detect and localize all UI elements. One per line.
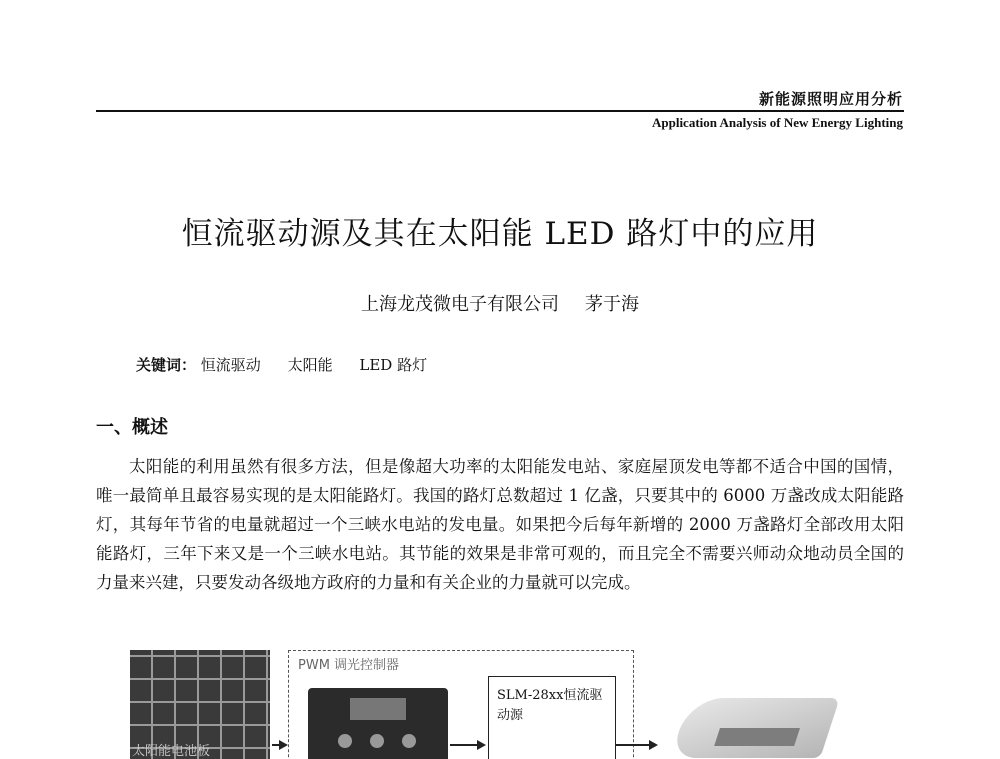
controller-display bbox=[350, 698, 406, 720]
lamp-lens bbox=[714, 728, 800, 746]
header-rule bbox=[96, 110, 904, 112]
keyword: 太阳能 bbox=[287, 356, 333, 374]
panel-caption: 太阳能电池板 bbox=[132, 744, 211, 759]
article-title: 恒流驱动源及其在太阳能 LED 路灯中的应用 bbox=[181, 216, 819, 252]
author: 茅于海 bbox=[585, 294, 639, 315]
system-figure bbox=[0, 640, 1000, 759]
running-header-cn: 新能源照明应用分析 bbox=[758, 90, 903, 108]
byline bbox=[0, 290, 1000, 316]
affiliation: 上海龙茂微电子有限公司 bbox=[361, 294, 559, 315]
driver-label: SLM-28xx恒流驱动源 bbox=[497, 688, 603, 723]
arrow-connector bbox=[616, 744, 656, 746]
body-paragraph: 太阳能的利用虽然有很多方法，但是像超大功率的太阳能发电站、家庭屋顶发电等都不适合中国的国情，唯一最简单且最容易实现的是太阳能路灯。我国的路灯总数超过 1 亿盏，只要其中的 6000 万盏改成太阳能路灯，其每年节省的电量就超过一个三峡水电站的发电量。如果把今后每年新增的 2000 万盏路灯全部改用太阳能路灯，三年下来又是一个三峡水电站。其节能的效果是非常可观的，而且完全不需要兴师动众地动员全国的力量来兴建，只要发动各级地方政府的力量和有关企业的力量就可以完成。 bbox=[96, 457, 904, 592]
section-heading: 一、概述 bbox=[96, 417, 168, 438]
controller-knob bbox=[338, 734, 352, 748]
running-header-en: Application Analysis of New Energy Lighting bbox=[651, 115, 903, 130]
controller-image bbox=[308, 688, 448, 759]
controller-knob bbox=[402, 734, 416, 748]
pwm-label: PWM 调光控制器 bbox=[298, 658, 400, 673]
keyword: LED 路灯 bbox=[359, 356, 428, 374]
controller-knob bbox=[370, 734, 384, 748]
keywords-label: 关键词： bbox=[136, 356, 197, 374]
arrow-connector bbox=[450, 744, 484, 746]
keyword: 恒流驱动 bbox=[200, 356, 261, 374]
keywords bbox=[136, 354, 449, 375]
arrow-connector bbox=[272, 744, 286, 746]
led-streetlamp-image bbox=[670, 698, 839, 758]
